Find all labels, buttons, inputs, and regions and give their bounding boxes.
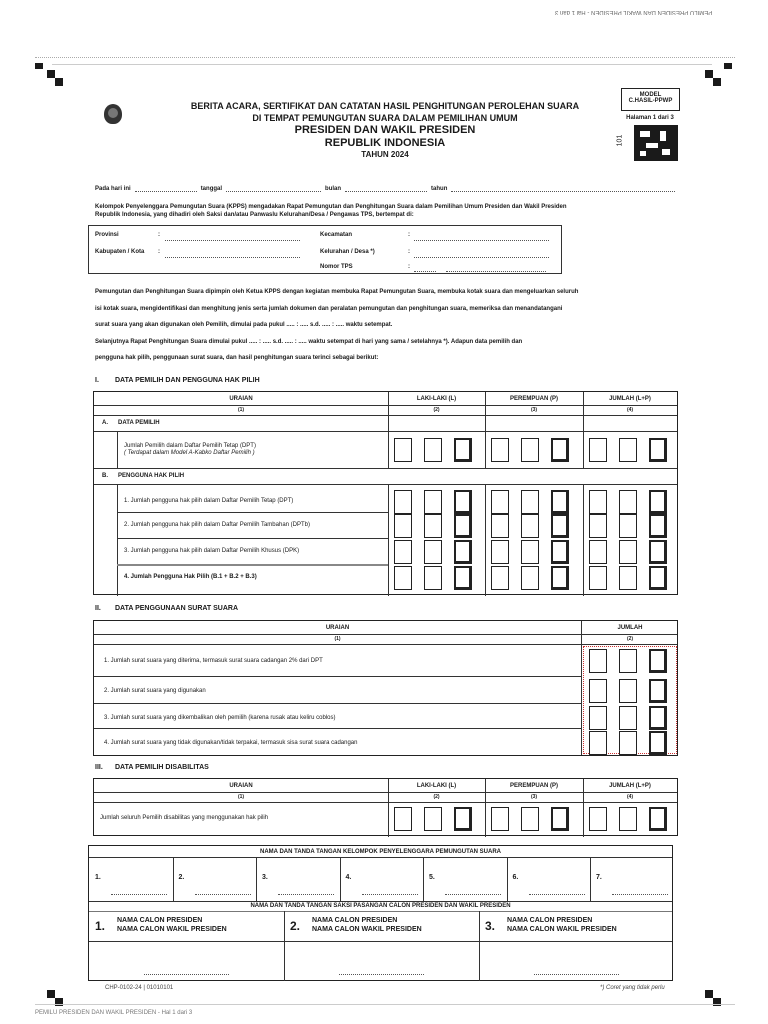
divider [590,857,591,901]
voter-row-male-digit-box[interactable] [424,540,442,564]
month-field[interactable] [345,191,427,192]
divider [485,392,486,431]
divider [388,484,389,596]
divider [94,415,677,416]
divider [117,564,388,566]
kpps-number: 5. [429,874,435,881]
disability-male-digit-box[interactable] [394,807,412,831]
divider [507,857,508,901]
saksi-signature-field[interactable] [534,974,619,975]
dpt-male-digit-box[interactable] [394,438,412,462]
divider [52,64,712,65]
voter-row-male-digit-box[interactable] [424,514,442,538]
model-label: MODEL [639,92,662,98]
column-number: (1) [237,794,245,800]
qr-number: 101 [616,134,624,147]
dpt-female-digit-box[interactable] [521,438,539,462]
title-line-4: REPUBLIK INDONESIA [324,137,446,149]
disability-female-digit-box[interactable] [551,807,569,831]
voter-row-male-digit-box[interactable] [424,490,442,514]
intro-line-3: Republik Indonesia, yang dihadiri oleh Saksi dan/atau Panwaslu Kelurahan/Desa / Pengawas TPS, bertempat di: [95,212,414,218]
ballot-digit-box[interactable] [589,679,607,703]
section1-table [93,391,678,595]
divider [581,621,582,755]
ballot-digit-box[interactable] [619,679,637,703]
registration-mark [724,63,732,69]
dpt-male-digit-box[interactable] [424,438,442,462]
kabupaten-label: Kabupaten / Kota [95,249,145,255]
divider [117,512,388,513]
candidate-president: NAMA CALON PRESIDEN [507,917,593,924]
divider [340,857,341,901]
ballot-digit-box[interactable] [649,731,667,755]
kpps-number: 2. [178,874,185,881]
divider [94,703,581,704]
kpps-signature-field[interactable] [445,894,501,895]
ballot-row-label: 3. Jumlah surat suara yang dikembalikan oleh pemilih (karena rusak atau keliru coblos) [104,715,336,721]
column-header: PEREMPUAN (P) [509,396,558,402]
kelurahan-field[interactable] [414,257,549,258]
divider [284,911,285,981]
voter-row-total-digit-box[interactable] [619,490,637,514]
title-line-2: DI TEMPAT PEMUNGUTAN SUARA DALAM PEMILIHAN UMUM [252,113,518,123]
voter-row-female-digit-box[interactable] [521,490,539,514]
voter-row-label: 2. Jumlah pengguna hak pilih dalam Daftar Pemilih Tambahan (DPTb) [124,522,310,528]
divider [117,431,118,468]
voter-row-male-digit-box[interactable] [394,490,412,514]
registration-mark [713,78,721,86]
intro-paragraph [95,284,578,367]
voter-row-male-digit-box[interactable] [394,514,412,538]
divider [485,484,486,596]
voter-row-male-digit-box[interactable] [424,566,442,590]
footer-note: *) Coret yang tidak perlu [600,985,665,991]
divider [423,857,424,901]
saksi-signature-title: NAMA DAN TANDA TANGAN SAKSI PASANGAN CALON PRESIDEN DAN WAKIL PRESIDEN [250,903,511,909]
column-number: (4) [626,407,634,413]
kabupaten-field[interactable] [165,257,300,258]
section3-number: III. [95,764,103,771]
registration-mark [47,990,55,998]
column-number: (3) [530,407,538,413]
voter-row-female-digit-box[interactable] [491,514,509,538]
divider [117,538,388,539]
year-field[interactable] [451,191,675,192]
divider [388,431,389,468]
kpu-logo-icon [104,104,122,124]
footer-bottom: PEMILU PRESIDEN DAN WAKIL PRESIDEN - Hal 1 dari 3 [35,1010,193,1016]
nomor-tps-text-field[interactable] [446,271,546,272]
month-label: bulan [325,186,342,192]
column-header: LAKI-LAKI (L) [416,396,457,402]
cut-line [35,57,735,58]
voter-row-female-digit-box[interactable] [491,566,509,590]
footer-divider [35,1004,735,1005]
kpps-number: 6. [512,874,519,881]
divider [94,484,677,485]
divider [94,405,677,406]
date-label: tanggal [200,186,223,192]
voter-row-label: 4. Jumlah Pengguna Hak Pilih (B.1 + B.2 + B.3) [124,574,257,580]
divider [94,802,677,803]
voter-row-total-digit-box[interactable] [589,490,607,514]
ballot-digit-box[interactable] [619,731,637,755]
column-number: (2) [433,407,440,413]
day-label: Pada hari ini [95,186,131,192]
voter-row-total-digit-box[interactable] [619,514,637,538]
kpps-number: 3. [262,874,268,881]
divider [583,779,584,837]
divider [485,779,486,837]
voter-row-male-digit-box[interactable] [454,490,472,514]
column-header: JUMLAH [617,625,643,631]
year-label: tahun [431,186,448,192]
divider [479,911,480,981]
column-header: LAKI-LAKI (L) [416,783,457,789]
divider [94,728,581,729]
saksi-signature-field[interactable] [144,974,229,975]
column-number: (2) [626,636,634,642]
provinsi-label: Provinsi [95,232,119,238]
dpt-total-digit-box[interactable] [649,438,667,462]
section2-table [93,620,678,756]
divider [89,901,672,902]
ballot-digit-box[interactable] [589,706,607,730]
dpt-total-digit-box[interactable] [589,438,607,462]
voter-row-label: 3. Jumlah pengguna hak pilih dalam Daftar Pemilih Khusus (DPK) [124,548,300,554]
section2-number: II. [95,605,101,612]
voter-row-male-digit-box[interactable] [454,514,472,538]
divider [89,857,672,858]
divider [94,468,677,469]
divider [388,392,389,431]
voter-row-total-digit-box[interactable] [589,540,607,564]
column-number: (2) [433,794,440,800]
voter-row-male-digit-box[interactable] [394,566,412,590]
divider [485,431,486,468]
ballot-row-label: 4. Jumlah surat suara yang tidak digunakan/tidak terpakai, termasuk sisa surat suara cadangan [104,740,358,746]
voter-row-male-digit-box[interactable] [454,540,472,564]
divider [173,857,174,901]
voter-row-female-digit-box[interactable] [521,566,539,590]
candidate-number: 2. [290,919,301,933]
column-header: URAIAN [229,783,253,789]
kpps-signature-field[interactable] [612,894,668,895]
divider [94,644,677,645]
divider [94,431,677,432]
column-header: URAIAN [325,625,350,631]
candidate-president: NAMA CALON PRESIDEN [312,917,398,924]
ballot-row-label: 1. Jumlah surat suara yang diterima, termasuk surat suara cadangan 2% dari DPT [104,658,323,664]
kpps-number: 1. [95,874,101,881]
kpps-number: 7. [596,874,602,881]
ballot-row-label: 2. Jumlah surat suara yang digunakan [104,688,206,694]
group-b-title: PENGGUNA HAK PILIH [118,473,185,479]
kpps-signature-field[interactable] [195,894,251,895]
voter-row-female-digit-box[interactable] [551,514,569,538]
divider [94,676,581,677]
intro-line-2: Kelompok Penyelenggara Pemungutan Suara (KPPS) mengadakan Rapat Pemungutan dan Penghitungan Suara dalam Pemilihan Umum Presiden dan Wakil Presiden [95,204,567,210]
title-line-1: BERITA ACARA, SERTIFIKAT DAN CATATAN HASIL PENGHITUNGAN PEROLEHAN SUARA [190,101,580,111]
candidate-vice-president: NAMA CALON WAKIL PRESIDEN [117,926,227,933]
disability-total-digit-box[interactable] [649,807,667,831]
footer-code: CHP-0102-24 | 01010101 [105,985,174,991]
column-header: JUMLAH (L+P) [609,783,651,789]
dpt-label: Jumlah Pemilih dalam Daftar Pemilih Tetap (DPT) [124,443,256,449]
divider [94,634,677,635]
day-field[interactable] [135,191,197,192]
section2-title: DATA PENGGUNAAN SURAT SUARA [115,605,239,612]
saksi-signature-field[interactable] [339,974,424,975]
model-code: C.HASIL-PPWP [628,98,673,104]
candidate-number: 1. [95,919,106,933]
paragraph-line: Pemungutan dan Penghitungan Suara dipimpin oleh Ketua KPPS dengan kegiatan membuka Rapat Pemungutan Suara, membuka kotak suara dan mengeluarkan seluruh [95,289,579,295]
group-a-title: DATA PEMILIH [118,420,160,426]
top-note: PEMILU PRESIDEN DAN WAKIL PRESIDEN - Hal 1 dari 3 [555,9,713,15]
kpps-signature-field[interactable] [278,894,334,895]
voter-row-female-digit-box[interactable] [551,540,569,564]
registration-mark [705,990,713,998]
column-number: (1) [334,636,341,642]
voter-row-total-digit-box[interactable] [649,566,667,590]
column-number: (4) [626,794,634,800]
ballot-digit-box[interactable] [619,649,637,673]
voter-row-female-digit-box[interactable] [551,566,569,590]
nomor-tps-label: Nomor TPS [320,264,353,270]
divider [89,941,672,942]
voter-row-total-digit-box[interactable] [589,514,607,538]
provinsi-field[interactable] [165,240,300,241]
voter-row-total-digit-box[interactable] [619,566,637,590]
column-number: (1) [237,407,245,413]
section1-number: I. [95,377,99,384]
column-header: URAIAN [229,396,253,402]
kecamatan-label: Kecamatan [320,232,353,238]
candidate-number: 3. [485,919,496,933]
disability-male-digit-box[interactable] [424,807,442,831]
divider [94,792,677,793]
voter-row-total-digit-box[interactable] [649,514,667,538]
dpt-sublabel: ( Terdapat dalam Model A-Kabko Daftar Pemilih ) [124,450,255,456]
divider [89,911,672,912]
voter-row-male-digit-box[interactable] [454,566,472,590]
disability-female-digit-box[interactable] [521,807,539,831]
dpt-male-digit-box[interactable] [454,438,472,462]
qr-code-icon [634,125,678,161]
paragraph-line: surat suara yang akan digunakan oleh Pemilih, dimulai pada pukul ..... : ..... s.d. ..... : ..... waktu setempat. [95,322,393,328]
ballot-digit-box[interactable] [649,649,667,673]
voter-row-label: 1. Jumlah pengguna hak pilih dalam Daftar Pemilih Tetap (DPT) [124,498,294,504]
column-header: JUMLAH (L+P) [609,396,651,402]
group-b-letter: B. [102,473,108,479]
voter-row-total-digit-box[interactable] [619,540,637,564]
registration-mark [47,70,55,78]
voter-row-total-digit-box[interactable] [589,566,607,590]
divider [388,779,389,837]
dpt-female-digit-box[interactable] [551,438,569,462]
divider [117,484,118,596]
disability-female-digit-box[interactable] [491,807,509,831]
registration-mark [55,78,63,86]
candidate-president: NAMA CALON PRESIDEN [117,917,203,924]
divider [583,484,584,596]
ballot-digit-box[interactable] [589,731,607,755]
section3-table [93,778,678,836]
disability-row-label: Jumlah seluruh Pemilih disabilitas yang menggunakan hak pilih [100,815,269,821]
ballot-digit-box[interactable] [589,649,607,673]
voter-row-female-digit-box[interactable] [551,490,569,514]
nomor-tps-field[interactable] [414,271,436,272]
dpt-total-digit-box[interactable] [619,438,637,462]
column-header: PEREMPUAN (P) [509,783,558,789]
paragraph-line: pengguna hak pilih, penggunaan surat suara, dan hasil penghitungan suara terinci sebagai berikut: [95,355,379,361]
kpps-number: 4. [345,874,352,881]
divider [583,431,584,468]
dpt-female-digit-box[interactable] [491,438,509,462]
title-line-5: TAHUN 2024 [361,150,409,159]
paragraph-line: Selanjutnya Rapat Penghitungan Suara dimulai pukul ..... : ..... s.d. ..... : ..... waktu setempat di hari yang sama / setelahnya *). Adapun data pemilih dan [95,338,523,345]
kelurahan-label: Kelurahan / Desa *) [320,249,375,255]
candidate-vice-president: NAMA CALON WAKIL PRESIDEN [312,926,422,933]
ballot-digit-box[interactable] [619,706,637,730]
divider [256,857,257,901]
model-box [621,88,680,111]
voter-row-female-digit-box[interactable] [491,490,509,514]
registration-mark [35,63,43,69]
date-field[interactable] [226,191,321,192]
kpps-signature-title: NAMA DAN TANDA TANGAN KELOMPOK PENYELENGGARA PEMUNGUTAN SUARA [260,849,501,855]
kpps-signature-field[interactable] [111,894,167,895]
voter-row-female-digit-box[interactable] [491,540,509,564]
title-line-3: PRESIDEN DAN WAKIL PRESIDEN [294,124,476,136]
kecamatan-field[interactable] [414,240,549,241]
registration-mark [705,70,713,78]
group-a-letter: A. [102,420,108,426]
voter-row-male-digit-box[interactable] [394,540,412,564]
section3-title: DATA PEMILIH DISABILITAS [115,764,209,771]
voter-row-female-digit-box[interactable] [521,540,539,564]
signature-table [88,845,673,981]
section1-title: DATA PEMILIH DAN PENGGUNA HAK PILIH [115,377,260,384]
ballot-digit-box[interactable] [649,706,667,730]
kpps-signature-field[interactable] [362,894,418,895]
kpps-signature-field[interactable] [529,894,585,895]
voter-row-female-digit-box[interactable] [521,514,539,538]
candidate-vice-president: NAMA CALON WAKIL PRESIDEN [507,926,617,933]
divider [583,392,584,431]
disability-male-digit-box[interactable] [454,807,472,831]
ballot-digit-box[interactable] [649,679,667,703]
page-label: Halaman 1 dari 3 [626,115,674,121]
voter-row-total-digit-box[interactable] [649,490,667,514]
voter-row-total-digit-box[interactable] [649,540,667,564]
paragraph-line: isi kotak suara, mengidentifikasi dan menghitung jenis serta jumlah dokumen dan peralatan pemungutan dan penghitungan suara, memeriksa dan menandatangani [95,305,563,312]
disability-total-digit-box[interactable] [589,807,607,831]
column-number: (3) [530,794,538,800]
date-line [95,186,675,192]
disability-total-digit-box[interactable] [619,807,637,831]
